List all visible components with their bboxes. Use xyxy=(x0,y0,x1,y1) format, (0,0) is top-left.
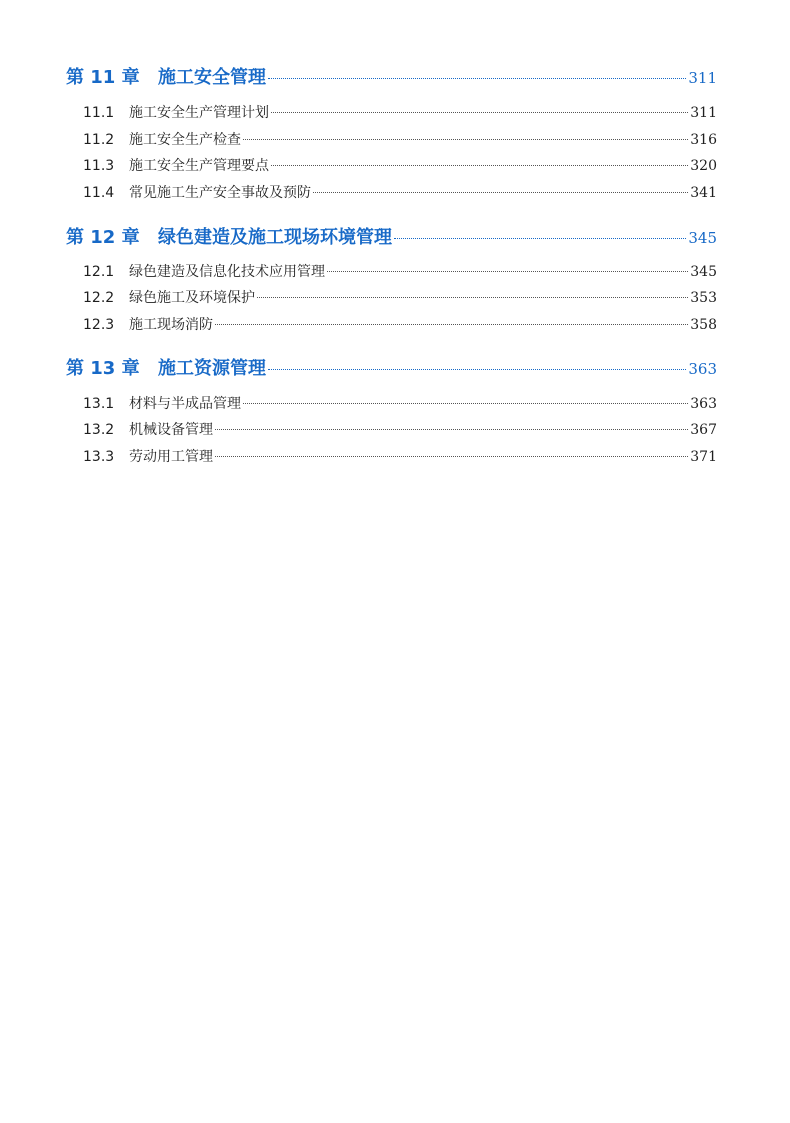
dot-leader xyxy=(215,324,688,325)
section-number: 11.2 xyxy=(83,132,115,148)
section-number: 12.3 xyxy=(83,317,115,333)
section-page-number: 371 xyxy=(690,449,717,465)
chapter-title: 施工资源管理 xyxy=(158,358,266,379)
section-number: 12.1 xyxy=(83,264,115,280)
toc-section-13-1[interactable] xyxy=(83,393,717,417)
toc-section-11-3[interactable] xyxy=(83,155,717,179)
dot-leader xyxy=(215,429,688,430)
dot-leader xyxy=(243,403,688,404)
dot-leader xyxy=(268,369,686,370)
dot-leader xyxy=(243,139,688,140)
toc-section-12-2[interactable] xyxy=(83,287,717,311)
section-title: 材料与半成品管理 xyxy=(129,396,241,412)
section-title: 劳动用工管理 xyxy=(129,449,213,465)
section-title: 施工安全生产管理要点 xyxy=(129,158,269,174)
chapter-title: 施工安全管理 xyxy=(158,67,266,88)
dot-leader xyxy=(215,456,688,457)
section-page-number: 341 xyxy=(690,185,717,201)
toc-section-12-3[interactable] xyxy=(83,314,717,338)
dot-leader xyxy=(268,78,686,79)
toc-chapter-12[interactable] xyxy=(66,223,717,253)
section-page-number: 311 xyxy=(690,105,717,121)
section-number: 12.2 xyxy=(83,290,115,306)
section-title: 绿色建造及信息化技术应用管理 xyxy=(129,264,325,280)
section-title: 施工安全生产管理计划 xyxy=(129,105,269,121)
section-number: 11.4 xyxy=(83,185,115,201)
chapter-page-number: 363 xyxy=(688,360,717,378)
section-page-number: 358 xyxy=(690,317,717,333)
chapter-number: 第 11 章 xyxy=(66,67,140,88)
section-page-number: 363 xyxy=(690,396,717,412)
section-title: 施工现场消防 xyxy=(129,317,213,333)
section-number: 11.3 xyxy=(83,158,115,174)
section-page-number: 320 xyxy=(690,158,717,174)
section-number: 13.3 xyxy=(83,449,115,465)
chapter-page-number: 345 xyxy=(688,229,717,247)
toc-chapter-11[interactable] xyxy=(66,63,717,93)
dot-leader xyxy=(257,297,688,298)
section-title: 绿色施工及环境保护 xyxy=(129,290,255,306)
dot-leader xyxy=(271,112,688,113)
section-page-number: 353 xyxy=(690,290,717,306)
chapter-page-number: 311 xyxy=(688,69,717,87)
section-title: 机械设备管理 xyxy=(129,422,213,438)
toc-section-11-2[interactable] xyxy=(83,129,717,153)
section-page-number: 345 xyxy=(690,264,717,280)
toc-section-11-4[interactable] xyxy=(83,182,717,206)
section-title: 施工安全生产检查 xyxy=(129,132,241,148)
section-number: 11.1 xyxy=(83,105,115,121)
section-page-number: 316 xyxy=(690,132,717,148)
toc-section-13-2[interactable] xyxy=(83,419,717,443)
chapter-title: 绿色建造及施工现场环境管理 xyxy=(158,227,392,248)
section-page-number: 367 xyxy=(690,422,717,438)
dot-leader xyxy=(327,271,688,272)
dot-leader xyxy=(313,192,688,193)
chapter-number: 第 12 章 xyxy=(66,227,140,248)
toc-section-12-1[interactable] xyxy=(83,261,717,285)
section-title: 常见施工生产安全事故及预防 xyxy=(129,185,311,201)
section-number: 13.2 xyxy=(83,422,115,438)
chapter-number: 第 13 章 xyxy=(66,358,140,379)
toc-section-13-3[interactable] xyxy=(83,446,717,470)
dot-leader xyxy=(271,165,688,166)
toc-chapter-13[interactable] xyxy=(66,354,717,384)
dot-leader xyxy=(394,238,686,239)
section-number: 13.1 xyxy=(83,396,115,412)
toc-section-11-1[interactable] xyxy=(83,102,717,126)
